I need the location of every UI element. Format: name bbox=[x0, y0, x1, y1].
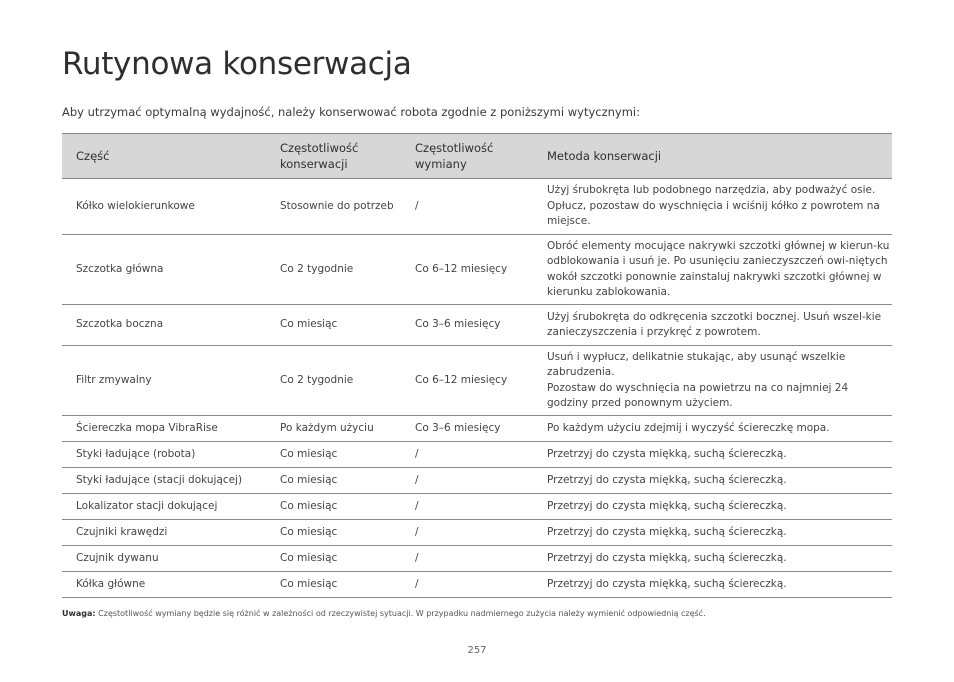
page-title: Rutynowa konserwacja bbox=[62, 46, 412, 82]
cell-method: Przetrzyj do czysta miękką, suchą ściereczką. bbox=[533, 494, 892, 520]
cell-method: Przetrzyj do czysta miękką, suchą ściereczką. bbox=[533, 520, 892, 546]
cell-method: Użyj śrubokręta lub podobnego narzędzia, aby podważyć osie. Opłucz, pozostaw do wyschnięcia i wciśnij kółko z powrotem na miejsce. bbox=[533, 179, 892, 235]
table-row bbox=[62, 546, 892, 572]
table-row bbox=[62, 346, 892, 416]
cell-part: Filtr zmywalny bbox=[62, 346, 266, 416]
cell-replacement-frequency: Co 3–6 miesięcy bbox=[405, 305, 533, 346]
header-maintenance-method: Metoda konserwacji bbox=[533, 134, 892, 179]
footnote-text: Częstotliwość wymiany będzie się różnić w zależności od rzeczywistej sytuacji. W przypadku nadmiernego zużycia należy wymienić odpowiednią część. bbox=[95, 609, 706, 618]
cell-method: Obróć elementy mocujące nakrywki szczotki głównej w kierun-ku odblokowania i usuń je. Po usunięciu zanieczyszczeń owi-niętych wokół szczotki ponownie zainstaluj nakrywki szczotki głównej w kierunku zablokowania. bbox=[533, 235, 892, 305]
header-maintenance-frequency: Częstotliwość konserwacji bbox=[266, 134, 405, 179]
cell-replacement-frequency: / bbox=[405, 442, 533, 468]
header-replacement-frequency: Częstotliwość wymiany bbox=[405, 134, 533, 179]
cell-maintenance-frequency: Co miesiąc bbox=[266, 494, 405, 520]
table-row bbox=[62, 442, 892, 468]
cell-part: Czujniki krawędzi bbox=[62, 520, 266, 546]
cell-maintenance-frequency: Co 2 tygodnie bbox=[266, 235, 405, 305]
cell-part: Szczotka boczna bbox=[62, 305, 266, 346]
cell-maintenance-frequency: Po każdym użyciu bbox=[266, 416, 405, 442]
cell-replacement-frequency: / bbox=[405, 468, 533, 494]
cell-part: Styki ładujące (stacji dokującej) bbox=[62, 468, 266, 494]
cell-method: Przetrzyj do czysta miękką, suchą ściereczką. bbox=[533, 468, 892, 494]
cell-maintenance-frequency: Co miesiąc bbox=[266, 572, 405, 598]
cell-maintenance-frequency: Co miesiąc bbox=[266, 442, 405, 468]
footnote-label: Uwaga: bbox=[62, 609, 96, 618]
table-row bbox=[62, 520, 892, 546]
cell-maintenance-frequency: Co 2 tygodnie bbox=[266, 346, 405, 416]
cell-maintenance-frequency: Stosownie do potrzeb bbox=[266, 179, 405, 235]
cell-maintenance-frequency: Co miesiąc bbox=[266, 520, 405, 546]
cell-part: Ściereczka mopa VibraRise bbox=[62, 416, 266, 442]
table-header-row bbox=[62, 134, 892, 179]
table-row bbox=[62, 572, 892, 598]
cell-method: Usuń i wypłucz, delikatnie stukając, aby usunąć wszelkie zabrudzenia. Pozostaw do wyschnięcia na powietrzu na co najmniej 24 godziny przed ponownym użyciem. bbox=[533, 346, 892, 416]
intro-text: Aby utrzymać optymalną wydajność, należy konserwować robota zgodnie z poniższymi wytycznymi: bbox=[62, 105, 640, 119]
table-row bbox=[62, 468, 892, 494]
cell-replacement-frequency: / bbox=[405, 572, 533, 598]
cell-replacement-frequency: Co 3–6 miesięcy bbox=[405, 416, 533, 442]
cell-part: Styki ładujące (robota) bbox=[62, 442, 266, 468]
cell-method: Przetrzyj do czysta miękką, suchą ściereczką. bbox=[533, 572, 892, 598]
cell-replacement-frequency: / bbox=[405, 520, 533, 546]
cell-maintenance-frequency: Co miesiąc bbox=[266, 468, 405, 494]
cell-part: Szczotka główna bbox=[62, 235, 266, 305]
cell-replacement-frequency: / bbox=[405, 179, 533, 235]
cell-part: Kółka główne bbox=[62, 572, 266, 598]
cell-method: Przetrzyj do czysta miękką, suchą ściereczką. bbox=[533, 546, 892, 572]
table-row bbox=[62, 235, 892, 305]
table-row bbox=[62, 179, 892, 235]
cell-replacement-frequency: / bbox=[405, 546, 533, 572]
table-row bbox=[62, 305, 892, 346]
header-part: Część bbox=[62, 134, 266, 179]
table-row bbox=[62, 416, 892, 442]
cell-replacement-frequency: Co 6–12 miesięcy bbox=[405, 346, 533, 416]
footnote bbox=[62, 609, 706, 618]
cell-method: Po każdym użyciu zdejmij i wyczyść ściereczkę mopa. bbox=[533, 416, 892, 442]
cell-method: Użyj śrubokręta do odkręcenia szczotki bocznej. Usuń wszel-kie zanieczyszczenia i przykręć z powrotem. bbox=[533, 305, 892, 346]
maintenance-table bbox=[62, 133, 892, 598]
cell-part: Kółko wielokierunkowe bbox=[62, 179, 266, 235]
cell-method: Przetrzyj do czysta miękką, suchą ściereczką. bbox=[533, 442, 892, 468]
cell-part: Czujnik dywanu bbox=[62, 546, 266, 572]
cell-part: Lokalizator stacji dokującej bbox=[62, 494, 266, 520]
cell-replacement-frequency: / bbox=[405, 494, 533, 520]
cell-maintenance-frequency: Co miesiąc bbox=[266, 305, 405, 346]
table-row bbox=[62, 494, 892, 520]
cell-replacement-frequency: Co 6–12 miesięcy bbox=[405, 235, 533, 305]
page-number: 257 bbox=[467, 645, 487, 656]
cell-maintenance-frequency: Co miesiąc bbox=[266, 546, 405, 572]
